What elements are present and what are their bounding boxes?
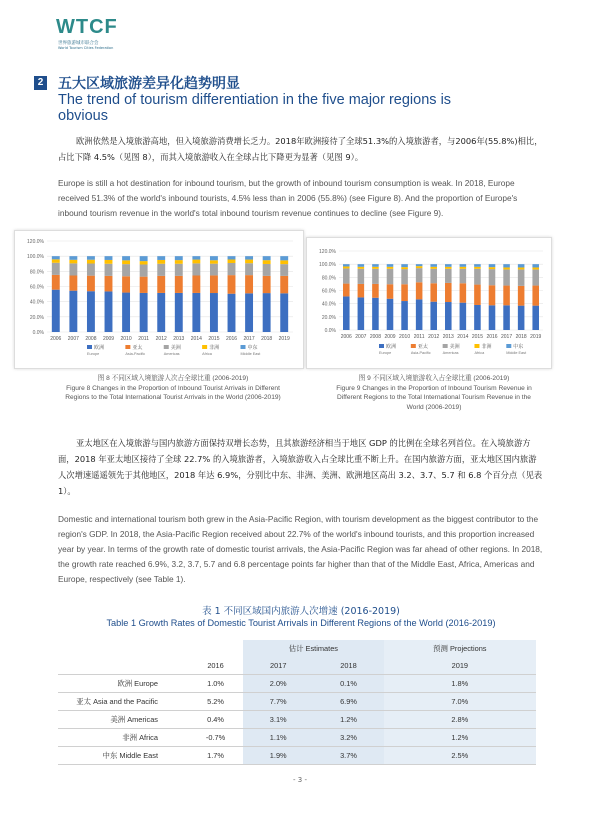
bar-segment: [518, 306, 525, 330]
bar-segment: [358, 269, 365, 284]
bar-segment: [210, 275, 218, 293]
x-tick-label: 2018: [515, 334, 527, 340]
section-title-en: The trend of tourism differentiation in the five major regions is obvious: [58, 92, 452, 124]
bar-segment: [87, 264, 95, 276]
table-cell: 2.5%: [384, 747, 536, 765]
bar-segment: [228, 256, 236, 259]
legend-swatch: [164, 345, 169, 349]
bar-segment: [445, 302, 452, 330]
x-tick-label: 2019: [278, 336, 290, 342]
bar-segment: [87, 291, 95, 332]
table-cell: 2.0%: [243, 675, 313, 693]
bar-segment: [140, 261, 148, 264]
bar-segment: [157, 264, 165, 276]
bar-segment: [518, 267, 525, 269]
bar-segment: [210, 260, 218, 263]
table-cell: 1.2%: [313, 711, 383, 729]
bar-segment: [358, 267, 365, 269]
row-label: 中东 Middle East: [58, 747, 188, 765]
bar-segment: [228, 263, 236, 275]
bar-segment: [87, 276, 95, 292]
x-tick-label: 2008: [85, 336, 97, 342]
table-row: [58, 729, 536, 747]
bar-segment: [175, 276, 183, 293]
legend-label-en: Europe: [379, 351, 392, 355]
x-tick-label: 2013: [173, 336, 185, 342]
legend-label-cn: 亚太: [417, 344, 428, 350]
bar-segment: [489, 285, 496, 305]
bar-segment: [460, 264, 467, 267]
table-cell: 0.1%: [313, 675, 383, 693]
bar-segment: [503, 286, 510, 306]
bar-segment: [401, 269, 408, 284]
bar-segment: [87, 260, 95, 264]
figure-8-caption: [58, 374, 288, 403]
legend-label-en: Middle East: [240, 352, 261, 356]
legend-swatch: [125, 345, 130, 349]
bar-segment: [175, 260, 183, 264]
bar-segment: [157, 256, 165, 260]
legend-swatch: [411, 344, 416, 348]
bar-segment: [157, 293, 165, 332]
x-tick-label: 2012: [428, 334, 440, 340]
bar-segment: [430, 264, 437, 267]
table-row: [58, 711, 536, 729]
x-tick-label: 2014: [190, 336, 202, 342]
bar-segment: [460, 267, 467, 269]
bar-segment: [175, 256, 183, 260]
y-tick-label: 60.0%: [29, 284, 44, 291]
legend-label-en: Asia-Pacific: [410, 351, 431, 355]
bar-segment: [532, 286, 539, 306]
bar-segment: [489, 305, 496, 330]
bar-segment: [263, 293, 271, 332]
table-row: [58, 675, 536, 693]
table-year-header: [58, 657, 536, 675]
bar-segment: [343, 264, 350, 266]
figure-9-svg: [307, 238, 551, 368]
bar-segment: [343, 266, 350, 268]
growth-rate-table: [58, 640, 536, 765]
bar-segment: [430, 302, 437, 330]
row-label: 非洲 Africa: [58, 729, 188, 747]
bar-segment: [210, 264, 218, 276]
bar-segment: [69, 276, 77, 291]
table-cell: -0.7%: [188, 729, 243, 747]
bar-segment: [228, 275, 236, 294]
legend-label-cn: 欧洲: [386, 344, 397, 350]
bar-segment: [157, 276, 165, 293]
bar-segment: [372, 298, 379, 330]
bar-segment: [245, 293, 253, 332]
table-title-cn: 表 1 不同区域国内旅游人次增速 (2016-2019): [202, 606, 400, 617]
bar-segment: [140, 277, 148, 293]
bar-segment: [280, 293, 288, 332]
bar-segment: [401, 284, 408, 301]
table-cell: 1.7%: [188, 747, 243, 765]
year-header: 2016: [188, 657, 243, 675]
bar-segment: [52, 259, 60, 262]
bar-segment: [460, 269, 467, 283]
bar-segment: [372, 264, 379, 267]
table-cell: 6.9%: [313, 693, 383, 711]
bar-segment: [122, 256, 130, 260]
y-tick-label: 80.0%: [29, 269, 44, 276]
legend-label-en: Asia-Pacific: [125, 352, 146, 356]
bar-segment: [245, 256, 253, 259]
legend-label-en: Europe: [87, 352, 100, 356]
bar-segment: [343, 268, 350, 283]
x-tick-label: 2011: [413, 334, 425, 340]
table-row: [58, 747, 536, 765]
bar-segment: [518, 269, 525, 285]
table-cell: 1.2%: [384, 729, 536, 747]
bar-segment: [445, 267, 452, 269]
x-tick-label: 2010: [399, 334, 411, 340]
bar-segment: [387, 267, 394, 269]
bar-segment: [372, 267, 379, 269]
figure-9-caption-en: Figure 9 Changes in the Proportion of Inbound Tourism Revenue in Different Regions to the Total International Tourism Revenue in the World (2006-2019): [336, 384, 532, 411]
table-cell: 7.0%: [384, 693, 536, 711]
bar-segment: [416, 266, 423, 268]
bar-segment: [69, 260, 77, 264]
y-tick-label: 60.0%: [321, 288, 336, 295]
wtcf-logo: [56, 16, 136, 52]
table-cell: 1.9%: [243, 747, 313, 765]
x-tick-label: 2017: [243, 336, 255, 342]
bar-segment: [192, 256, 200, 259]
bar-segment: [532, 269, 539, 285]
legend-label-cn: 非洲: [209, 345, 220, 351]
y-tick-label: 120.0%: [319, 249, 336, 255]
bar-segment: [192, 276, 200, 293]
paragraph-1-cn: 欧洲依然是入境旅游高地，但入境旅游消费增长乏力。2018年欧洲接待了全球51.3%的入境旅游者，与2006年(55.8%)相比，占比下降 4.5%（见图 8），而其入境旅游收入在全球占比下降更为显著（见图 9）。: [58, 136, 543, 162]
bar-segment: [518, 264, 525, 267]
paragraph-1-en: Europe is still a hot destination for inbound tourism, but the growth of inbound tourism consumption is weak. In 2018, Europe received 51.3% of the world's inbound tourists, 4.5% less than in 2006 (55.8%) (see Figure 8). And the proportion of Europe's inbound tourism revenue in the world's total inbound tourism revenue continues to decline (see Figure 9).: [58, 178, 518, 218]
bar-segment: [445, 269, 452, 283]
bar-segment: [387, 269, 394, 284]
x-tick-label: 2016: [486, 334, 498, 340]
legend-label-cn: 美洲: [170, 345, 181, 351]
y-tick-label: 40.0%: [29, 299, 44, 306]
bar-segment: [192, 260, 200, 264]
y-tick-label: 80.0%: [321, 275, 336, 282]
page-number: - 3 -: [293, 776, 307, 784]
legend-swatch: [241, 345, 246, 349]
x-tick-label: 2007: [355, 334, 367, 340]
bar-segment: [263, 276, 271, 293]
x-tick-label: 2010: [120, 336, 132, 342]
table-cell: 3.7%: [313, 747, 383, 765]
row-label: 美洲 Americas: [58, 711, 188, 729]
x-tick-label: 2019: [530, 334, 542, 340]
table-cell: 2.8%: [384, 711, 536, 729]
table-cell: 3.2%: [313, 729, 383, 747]
y-tick-label: 100.0%: [27, 254, 44, 261]
bar-segment: [280, 256, 288, 260]
table-cell: 1.0%: [188, 675, 243, 693]
bar-segment: [460, 303, 467, 330]
y-tick-label: 40.0%: [321, 301, 336, 308]
bar-segment: [445, 283, 452, 302]
bar-segment: [401, 264, 408, 267]
bar-segment: [474, 285, 481, 305]
bar-segment: [105, 264, 113, 276]
bar-segment: [140, 265, 148, 277]
legend-label-en: Americas: [442, 351, 459, 355]
bar-segment: [122, 260, 130, 264]
bar-segment: [69, 256, 77, 260]
x-tick-label: 2016: [225, 336, 238, 342]
projections-header: 预测 Projections: [384, 640, 536, 657]
legend-swatch: [506, 344, 511, 348]
bar-segment: [416, 299, 423, 330]
y-tick-label: 20.0%: [321, 314, 336, 321]
section-title-cn: 五大区域旅游差异化趋势明显: [58, 76, 240, 92]
legend-label-cn: 中东: [247, 345, 258, 351]
bar-segment: [69, 263, 77, 275]
figure-9-caption: [328, 374, 540, 412]
bar-segment: [474, 267, 481, 269]
estimates-header: 估计 Estimates: [243, 640, 384, 657]
bar-segment: [105, 291, 113, 332]
bar-segment: [175, 293, 183, 332]
bar-segment: [372, 284, 379, 298]
bar-segment: [280, 264, 288, 276]
bar-segment: [69, 291, 77, 332]
bar-segment: [358, 264, 365, 267]
bar-segment: [343, 296, 350, 330]
year-header: 2019: [384, 657, 536, 675]
bar-segment: [192, 263, 200, 275]
bar-segment: [532, 306, 539, 330]
table-cell: 7.7%: [243, 693, 313, 711]
y-tick-label: 100.0%: [319, 262, 336, 269]
bar-segment: [503, 269, 510, 285]
bar-segment: [175, 264, 183, 276]
bar-segment: [52, 275, 60, 290]
table-cell: 3.1%: [243, 711, 313, 729]
legend-swatch: [443, 344, 448, 348]
bar-segment: [210, 256, 218, 260]
bar-segment: [228, 294, 236, 332]
figure-8-caption-en: Figure 8 Changes in the Proportion of Inbound Tourist Arrivals in Different Regions to the Total International Tourist Arrivals in the World (2006-2019): [65, 384, 281, 402]
figure-9-caption-cn: 图 9 不同区域入境旅游收入占全球比重 (2006-2019): [358, 375, 510, 382]
bar-segment: [245, 275, 253, 293]
bar-segment: [245, 260, 253, 264]
table-group-header: [58, 640, 536, 657]
legend-label-en: Middle East: [506, 351, 527, 355]
legend-label-cn: 非洲: [481, 344, 492, 350]
bar-segment: [387, 264, 394, 267]
bar-segment: [122, 293, 130, 332]
logo-text: WTCF: [56, 16, 118, 38]
bar-segment: [280, 276, 288, 293]
bar-segment: [503, 305, 510, 330]
x-tick-label: 2012: [155, 336, 167, 342]
bar-segment: [518, 286, 525, 306]
bar-segment: [401, 267, 408, 269]
bar-segment: [489, 269, 496, 285]
y-tick-label: 20.0%: [29, 314, 44, 321]
logo-subtitle-en: World Tourism Cities Federation: [58, 46, 114, 50]
table-cell: 1.1%: [243, 729, 313, 747]
bar-segment: [140, 293, 148, 332]
y-tick-label: 0.0%: [32, 330, 44, 336]
legend-label-cn: 欧洲: [94, 345, 105, 351]
bar-segment: [263, 264, 271, 276]
x-tick-label: 2018: [261, 336, 273, 342]
bar-segment: [430, 269, 437, 283]
bar-segment: [474, 264, 481, 267]
bar-segment: [263, 256, 271, 260]
legend-label-en: Americas: [163, 352, 180, 356]
bar-segment: [52, 263, 60, 275]
x-tick-label: 2017: [501, 334, 513, 340]
section-number: 2: [34, 76, 47, 90]
bar-segment: [358, 297, 365, 330]
table-cell: 1.8%: [384, 675, 536, 693]
row-label: 亚太 Asia and the Pacific: [58, 693, 188, 711]
bar-segment: [105, 256, 113, 260]
bar-segment: [489, 264, 496, 267]
bar-segment: [474, 269, 481, 285]
bar-segment: [416, 264, 423, 266]
x-tick-label: 2008: [369, 334, 381, 340]
bar-segment: [387, 299, 394, 330]
bar-segment: [157, 260, 165, 264]
y-tick-label: 0.0%: [324, 328, 336, 334]
bar-segment: [460, 283, 467, 302]
x-tick-label: 2009: [102, 336, 115, 342]
x-tick-label: 2013: [442, 334, 454, 340]
table-cell: 0.4%: [188, 711, 243, 729]
bar-segment: [263, 260, 271, 264]
bar-segment: [372, 269, 379, 284]
bar-segment: [140, 256, 148, 261]
bar-segment: [105, 276, 113, 292]
bar-segment: [532, 264, 539, 267]
bar-segment: [210, 293, 218, 332]
x-tick-label: 2015: [208, 336, 220, 342]
x-tick-label: 2011: [138, 336, 150, 342]
legend-swatch: [87, 345, 92, 349]
table-row: [58, 693, 536, 711]
figure-8-caption-cn: 图 8 不同区域入境旅游人次占全球比重 (2006-2019): [97, 375, 249, 382]
year-header: 2017: [243, 657, 313, 675]
legend-label-cn: 中东: [513, 344, 524, 350]
bar-segment: [358, 284, 365, 297]
row-label: 欧洲 Europe: [58, 675, 188, 693]
table-cell: 5.2%: [188, 693, 243, 711]
year-header: 2018: [313, 657, 383, 675]
x-tick-label: 2006: [340, 334, 352, 340]
bar-segment: [445, 264, 452, 267]
bar-segment: [105, 260, 113, 264]
logo-subtitle-cn: 世界旅游城市联合会: [58, 41, 99, 46]
figure-8-chart: [14, 230, 304, 369]
legend-label-cn: 美洲: [449, 344, 460, 350]
x-tick-label: 2007: [67, 336, 79, 342]
legend-label-en: Africa: [202, 352, 212, 356]
legend-label-en: Africa: [474, 351, 485, 355]
bar-segment: [343, 284, 350, 297]
bar-segment: [430, 267, 437, 269]
bar-segment: [192, 293, 200, 332]
x-tick-label: 2006: [50, 336, 62, 342]
legend-swatch: [474, 344, 479, 348]
paragraph-2-cn: 亚太地区在入境旅游与国内旅游方面保持双增长态势，且其旅游经济相当于地区 GDP 的比例在全球名列首位。在入境旅游方面，2018 年亚太地区接待了全球 22.7% 的入境旅游者，入境旅游收入占全球比重不断上升。在国内旅游方面，亚太地区国内旅游人次增速遥遥领先于其他地区，2018 年达 6.9%，分别比中东、非洲、美洲、欧洲地区高出 3.2、3.7、5.7 和 6.8 个百分点（见表 1）。: [58, 438, 543, 496]
bar-segment: [489, 267, 496, 269]
bar-segment: [122, 264, 130, 276]
bar-segment: [52, 256, 60, 259]
bar-segment: [122, 276, 130, 292]
bar-segment: [503, 267, 510, 269]
x-tick-label: 2014: [457, 334, 469, 340]
bar-segment: [503, 264, 510, 267]
bar-segment: [280, 260, 288, 264]
bar-segment: [416, 268, 423, 282]
x-tick-label: 2015: [471, 334, 483, 340]
bar-segment: [52, 290, 60, 332]
bar-segment: [474, 305, 481, 330]
x-tick-label: 2009: [384, 334, 396, 340]
figure-8-svg: [15, 231, 303, 368]
legend-swatch: [202, 345, 207, 349]
bar-segment: [87, 256, 95, 260]
paragraph-2-en: Domestic and international tourism both grew in the Asia-Pacific Region, with tourism development as the biggest contributor to the region's GDP. In 2018, the Asia-Pacific Region received about 22.7% of the world's inbound tourists, and this proportion increased year by year. In terms of the growth rate of domestic tourist arrivals, the Asia-Pacific Region was far ahead of other regions. In 2018, the growth rate reached 6.9%, 3.2, 3.7, 5.7 and 6.8 percentage points far higher than that of the Middle East, Africa, Americas and Europe, respectively (see Table 1).: [58, 514, 543, 584]
bar-segment: [245, 263, 253, 275]
bar-segment: [387, 284, 394, 298]
bar-segment: [401, 301, 408, 330]
bar-segment: [228, 260, 236, 263]
legend-swatch: [379, 344, 384, 348]
bar-segment: [532, 267, 539, 269]
table-title-en: Table 1 Growth Rates of Domestic Tourist Arrivals in Different Regions of the World (2016-2019): [106, 618, 496, 628]
figure-9-chart: [306, 237, 552, 369]
bar-segment: [430, 283, 437, 301]
bar-segment: [416, 282, 423, 299]
legend-label-cn: 亚太: [132, 345, 143, 351]
y-tick-label: 120.0%: [27, 239, 44, 245]
